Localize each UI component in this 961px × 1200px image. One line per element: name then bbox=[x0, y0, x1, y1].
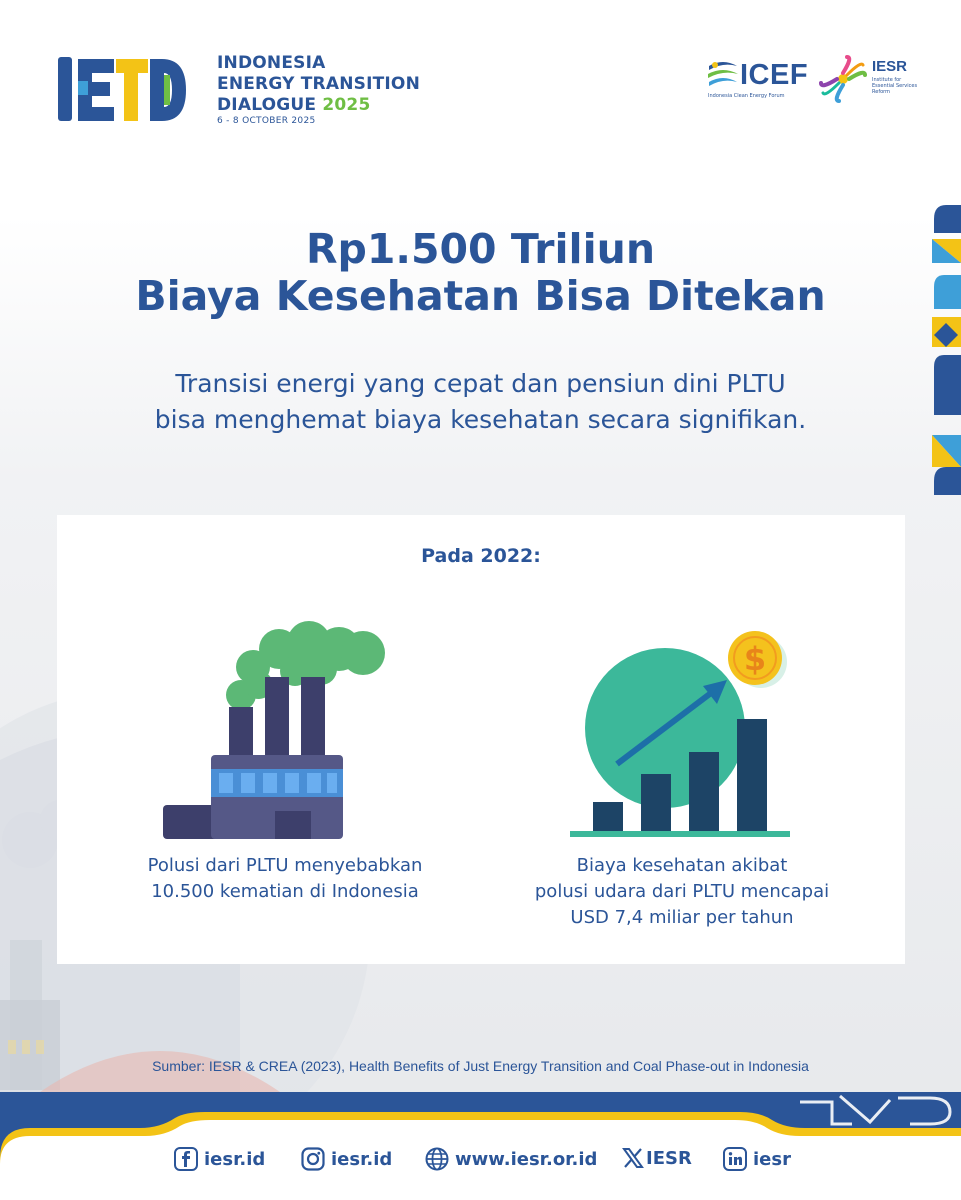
fact2-line3: USD 7,4 miliar per tahun bbox=[570, 907, 794, 928]
social-x[interactable] bbox=[622, 1147, 692, 1169]
facebook-icon bbox=[174, 1147, 198, 1171]
icef-tagline: Indonesia Clean Energy Forum bbox=[708, 93, 785, 99]
subtitle bbox=[0, 366, 961, 438]
etd-year: 2025 bbox=[322, 95, 371, 115]
globe-icon bbox=[425, 1147, 449, 1171]
iesr-logo-icon bbox=[818, 54, 868, 104]
fact2-line1: Biaya kesehatan akibat bbox=[576, 855, 788, 876]
etd-logo-icon bbox=[56, 55, 188, 125]
instagram-handle: iesr.id bbox=[331, 1148, 393, 1170]
footer-band bbox=[0, 1092, 961, 1200]
etd-line3 bbox=[217, 95, 420, 116]
svg-text:$: $ bbox=[743, 640, 767, 678]
info-card bbox=[57, 515, 905, 964]
etd-dialogue: DIALOGUE bbox=[217, 95, 317, 115]
etd-wordmark bbox=[217, 53, 420, 116]
fact-health-cost bbox=[487, 853, 877, 931]
fact1-line1: Polusi dari PLTU menyebabkan bbox=[147, 855, 423, 876]
source-citation: Sumber: IESR & CREA (2023), Health Benefits of Just Energy Transition and Coal Phase-out in Indonesia bbox=[152, 1058, 809, 1074]
instagram-icon bbox=[301, 1147, 325, 1171]
icef-logo-icon bbox=[706, 58, 740, 92]
fact2-line2: polusi udara dari PLTU mencapai bbox=[534, 881, 830, 902]
social-facebook[interactable] bbox=[174, 1147, 265, 1171]
linkedin-icon bbox=[723, 1147, 747, 1171]
etd-date: 6 - 8 OCTOBER 2025 bbox=[217, 116, 316, 126]
factory-pollution-icon bbox=[161, 615, 391, 840]
title-line1: Rp1.500 Triliun bbox=[305, 225, 656, 273]
website-url: www.iesr.or.id bbox=[455, 1148, 598, 1170]
etd-line1: INDONESIA bbox=[217, 53, 326, 73]
social-website[interactable] bbox=[425, 1147, 597, 1171]
facebook-handle: iesr.id bbox=[204, 1148, 266, 1170]
icef-name: ICEF bbox=[740, 59, 809, 91]
fact1-line2: 10.500 kematian di Indonesia bbox=[151, 881, 419, 902]
x-icon bbox=[622, 1147, 644, 1169]
rising-cost-chart-icon bbox=[565, 628, 795, 843]
social-linkedin[interactable] bbox=[723, 1147, 791, 1171]
etd-line2: ENERGY TRANSITION bbox=[217, 74, 420, 94]
subtitle-line2: bisa menghemat biaya kesehatan secara signifikan. bbox=[154, 405, 807, 434]
fact-deaths bbox=[90, 853, 480, 905]
x-handle: IESR bbox=[646, 1147, 692, 1169]
iesr-tagline: Institute for Essential Services Reform bbox=[872, 77, 918, 95]
iesr-name: IESR bbox=[872, 58, 908, 75]
page-title bbox=[0, 226, 961, 320]
subtitle-line1: Transisi energi yang cepat dan pensiun dini PLTU bbox=[175, 369, 786, 398]
card-title: Pada 2022: bbox=[421, 545, 541, 567]
title-line2: Biaya Kesehatan Bisa Ditekan bbox=[135, 272, 826, 320]
social-instagram[interactable] bbox=[301, 1147, 392, 1171]
linkedin-handle: iesr bbox=[753, 1148, 791, 1170]
